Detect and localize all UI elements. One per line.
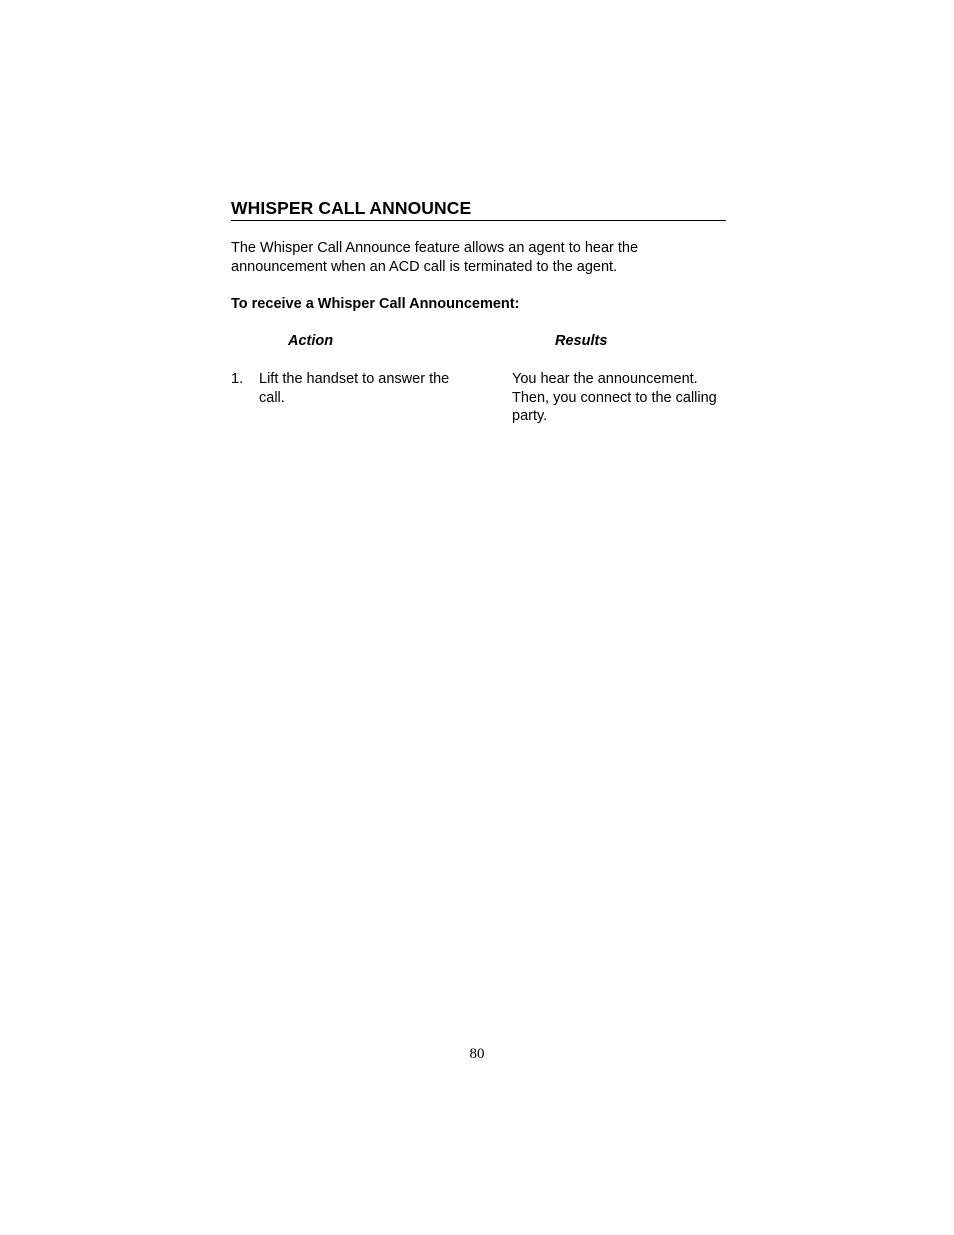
intro-paragraph: The Whisper Call Announce feature allows an agent to hear the announcement when an ACD call is terminated to the agent. — [231, 240, 639, 275]
step-number: 1. — [231, 371, 244, 387]
results-column-header: Results — [555, 333, 608, 349]
step-action: Lift the handset to answer the call. — [259, 371, 450, 406]
step-result: You hear the announcement. Then, you connect to the calling party. — [512, 371, 717, 424]
procedure-heading: To receive a Whisper Call Announcement: — [231, 296, 520, 312]
action-column-header: Action — [288, 333, 334, 349]
section-title: WHISPER CALL ANNOUNCE — [231, 198, 472, 218]
title-underline-rule — [231, 220, 726, 221]
page-number: 80 — [469, 1046, 485, 1062]
